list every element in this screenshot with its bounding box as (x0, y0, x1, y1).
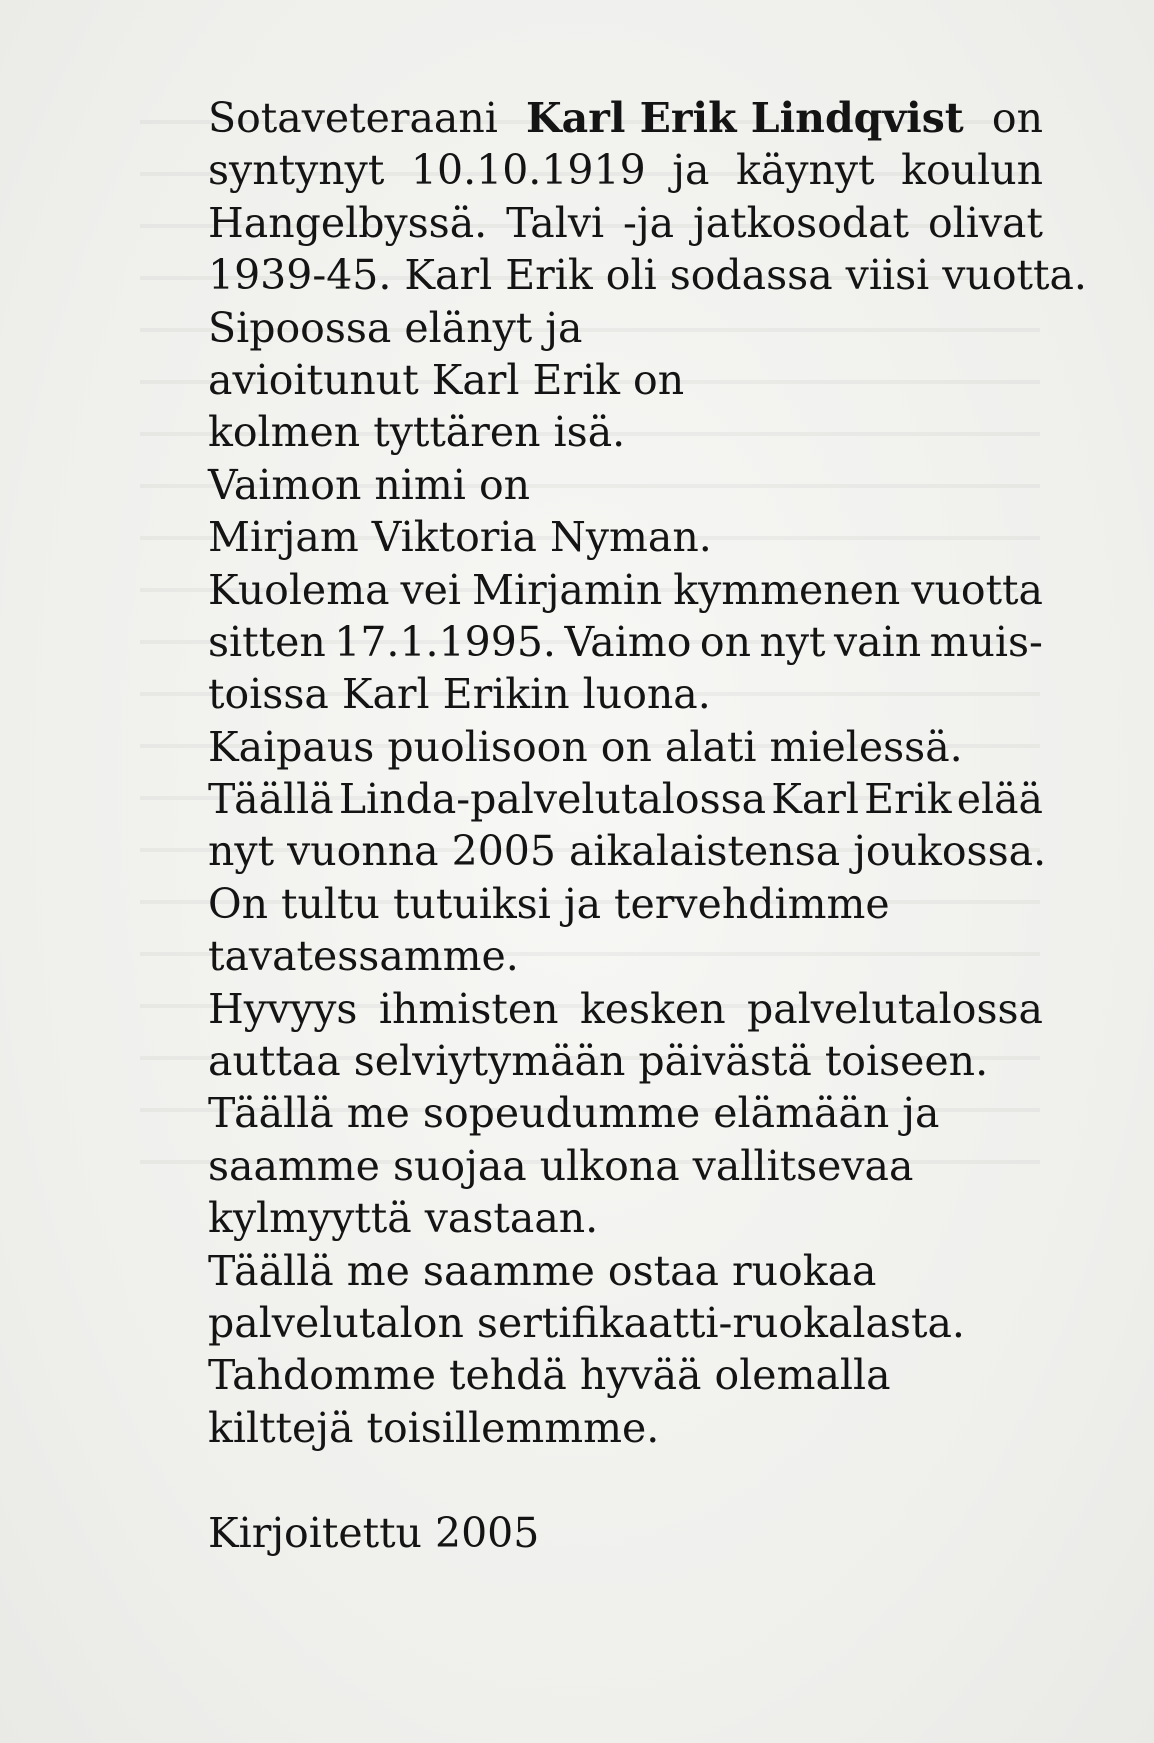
text-line: On tultu tutuiksi ja tervehdimme (208, 879, 890, 928)
text-line: Mirjam Viktoria Nyman. (208, 513, 712, 562)
paragraph-lines (208, 144, 1087, 1454)
text-line: tavatessamme. (208, 932, 519, 981)
word: sitten (208, 617, 326, 666)
text-line: kilttejä toisillemmme. (208, 1403, 660, 1452)
text-line: nyt vuonna 2005 aikalaistensa joukossa. (208, 827, 1047, 876)
body-text (208, 92, 1087, 1559)
word: kymmenen (673, 565, 901, 614)
text-line (208, 197, 1043, 249)
blank-line (208, 1454, 1043, 1506)
word: palvelutalossa (747, 984, 1043, 1033)
word: nyt (759, 617, 826, 666)
word: Hyvyys (208, 984, 358, 1033)
word: koulun (901, 146, 1043, 195)
text-line (208, 773, 1043, 825)
word: 10.10.1919 (410, 146, 646, 195)
text-line (208, 983, 1043, 1035)
text-line: palvelutalon sertifikaatti-ruokalasta. (208, 1298, 965, 1347)
word: Mirjamin (472, 565, 663, 614)
word: olivat (927, 198, 1043, 247)
text-line (208, 564, 1043, 616)
word: vuotta (911, 565, 1043, 614)
text-line: avioitunut Karl Erik on (208, 355, 685, 404)
text-line: auttaa selviytymään päivästä toiseen. (208, 1037, 989, 1086)
text-line: Sipoossa elänyt ja (208, 303, 583, 352)
word: Vaimo (564, 617, 692, 666)
intro-suffix: on (991, 94, 1043, 142)
text-line: kolmen tyttären isä. (208, 408, 626, 457)
word: vain (834, 617, 922, 666)
word: 17.1.1995. (334, 617, 556, 666)
text-line: Tahdomme tehdä hyvää olemalla (208, 1351, 891, 1400)
word: Linda-palvelutalossa (338, 775, 767, 824)
word: ja (672, 146, 710, 195)
word: on (699, 617, 751, 666)
word: -ja (623, 198, 675, 247)
intro-line (208, 92, 1043, 144)
word: Erik (864, 775, 952, 824)
word: Hangelbyssä. (208, 198, 488, 247)
footer-line: Kirjoitettu 2005 (208, 1508, 540, 1557)
text-line (208, 616, 1043, 668)
word: elää (956, 775, 1043, 824)
text-line: 1939-45. Karl Erik oli sodassa viisi vuotta. (208, 251, 1087, 300)
text-line: kylmyyttä vastaan. (208, 1194, 599, 1243)
text-line (208, 144, 1043, 196)
text-line: saamme suojaa ulkona vallitsevaa (208, 1141, 914, 1190)
veteran-name: Karl Erik Lindqvist (526, 94, 964, 142)
text-line: Täällä me saamme ostaa ruokaa (208, 1246, 877, 1295)
word: Talvi (506, 198, 605, 247)
word: vei (400, 565, 462, 614)
word: käynyt (736, 146, 875, 195)
word: Täällä (208, 775, 334, 824)
text-line: Vaimon nimi on (208, 460, 531, 509)
word: jatkosodat (692, 198, 910, 247)
word: kesken (579, 984, 726, 1033)
word: syntynyt (208, 146, 385, 195)
text-line: Kaipaus puolisoon on alati mielessä. (208, 722, 963, 771)
word: ihmisten (378, 984, 559, 1033)
text-line: Täällä me sopeudumme elämään ja (208, 1089, 940, 1138)
intro-prefix: Sotaveteraani (208, 94, 498, 142)
word: Kuolema (208, 565, 390, 614)
text-line: toissa Karl Erikin luona. (208, 670, 711, 719)
word: Karl (771, 775, 859, 824)
word: muis- (929, 617, 1043, 666)
